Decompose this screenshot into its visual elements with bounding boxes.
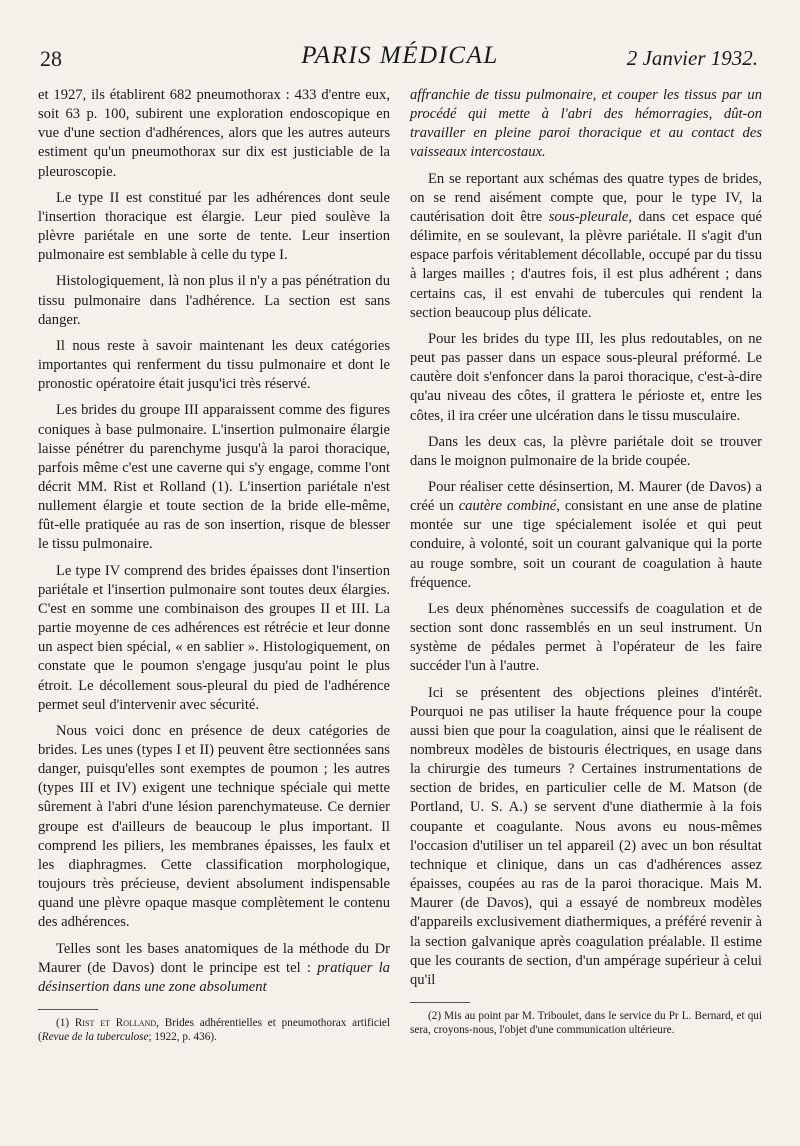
paragraph <box>410 170 762 323</box>
paragraph-text: Telles sont les bases anatomiques de la méthode du Dr Maurer (de Davos) dont le principe est tel : <box>38 940 390 976</box>
paragraph: Pour les brides du type III, les plus redoutables, on ne peut pas passer dans un espace sous-pleural préformé. Le cautère doit s'enfoncer dans la paroi thoracique, c'est-à-dire qu'au niveau des côtes, il grattera le périoste et, entre les côtes, il ira créer une ulcération dans le tissu musculaire. <box>410 330 762 424</box>
paragraph: Le type II est constitué par les adhérences dont seule l'insertion thoracique est élargie. Leur pied soulève la plèvre pariétale en une sorte de tente. Leur insertion pulmonaire est semblable à celle du type I. <box>38 189 390 264</box>
italic-text: affranchie de tissu pulmonaire, et couper les tissus par un procédé qui mette à l'abri des hémorragies, dût-on travailler en pleine paroi thoracique et au contact des vaisseaux intercostaux. <box>410 87 762 161</box>
right-column <box>410 86 762 1051</box>
paragraph-text: En se reportant aux schémas des quatre types de brides, on se rend aisément compte que, pour le type IV, la cautérisation doit être <box>410 170 762 225</box>
paragraph: et 1927, ils établirent 682 pneumothorax : 433 d'entre eux, soit 63 p. 100, subirent une exploration endoscopique en vue d'une section d'adhérences, alors que les autres auteurs estiment qu'un pneumothorax sur dix est justiciable de la pleuroscopie. <box>38 87 390 180</box>
italic-principle: pratiquer la désinsertion dans une zone absolument <box>38 959 390 995</box>
paragraph: Il nous reste à savoir maintenant les deux catégories importantes qui renferment du tissu pulmonaire et dont le pronostic opératoire était jusqu'ici très réservé. <box>38 337 390 393</box>
italic-term: cautère combiné <box>458 498 557 515</box>
paragraph: Les brides du groupe III apparaissent comme des figures coniques à base pulmonaire. L'insertion pulmonaire élargie laisse pénétrer du parenchyme jusqu'à la paroi thoracique, parfois même c'est une caverne qui s'y engage, comme l'ont décrit MM. Rist et Rolland (1). L'insertion pariétale n'est nullement élargie et toute section de la bride elle-même, fût-elle pratiquée au ras de son insertion, risque de blesser le tissu pulmonaire. <box>38 402 390 553</box>
footnote-2: (2) Mis au point par M. Triboulet, dans le service du Pr L. Bernard, et qui sera, croyons-nous, l'objet d'une communication ultérieure. <box>410 1010 762 1037</box>
footnote-rule <box>410 1002 470 1003</box>
paragraph: Dans les deux cas, la plèvre pariétale doit se trouver dans le moignon pulmonaire de la bride coupée. <box>410 433 762 469</box>
paragraph-text: Pour réaliser cette désinsertion, M. Maurer (de Davos) a créé un <box>410 478 762 515</box>
paragraph: Nous voici donc en présence de deux catégories de brides. Les unes (types I et II) peuvent être sectionnées sans danger, puisqu'elles sont exemptes de poumon ; les autres (types III et IV) exigent une technique spéciale qui mette sûrement à l'abri d'une lésion parenchymateuse. Ce dernier groupe est d'ailleurs de beaucoup le plus important. Il comprend les piliers, les membranes épaisses, les faulx et les diaphragmes. Cette classification morphologique, toujours très précieuse, devient absolument indispensable quand une plèvre opaque masque complètement le contenu des adhérences. <box>38 722 390 931</box>
footnote-marker: (1) <box>56 1017 70 1030</box>
italic-term: sous-pleurale <box>548 208 629 225</box>
page-header <box>38 38 762 78</box>
paragraph: Ici se présentent des objections pleines d'intérêt. Pourquoi ne pas utiliser la haute fréquence pour la coupe aussi bien que pour la coagulation, ainsi que le réalisent de nombreux modèles de bistouris électriques, en usage dans la chirurgie des tumeurs ? Certaines instrumentations de section de brides, en particulier celle de M. Matson (de Portland, U. S. A.) se servent d'une diathermie à la fois coupante et coagulante. Nous avons eu nous-mêmes l'occasion d'utiliser un tel appareil (2) avec un bon résultat technique et clinique, dans un cas d'adhérences assez épaisses, coupées au ras de la paroi thoracique. Mais M. Maurer (de Davos), qui a essayé de nombreux modèles d'appareils exclusivement diathermiques, a préféré revenir à la section galvanique après coagulation préalable. Il estime que les courants de section, d'un ampérage supérieur à celui qu'il <box>410 684 762 988</box>
paragraph-text: , consistant en une anse de platine montée sur une tige spécialement isolée et qui peut conduire, à volonté, soit un courant galvanique qui la porte au rouge sombre, soit un courant de coagulation à haute fréquence. <box>410 498 762 591</box>
paragraph <box>38 940 390 997</box>
paragraph-text: , dans cet espace qué délimite, en se soulevant, la plèvre pariétale. Il s'agit d'un espace parfois véritablement décollable, occupé par du tissu à larges mailles ; d'autres fois, il est plus adhérent ; dans certains cas, il est envahi de tubercules qui rendent la section beaucoup plus délicate. <box>410 208 762 321</box>
footnote-text: Brides adhérentielles et pneumothorax artificiel ( <box>38 1017 391 1044</box>
issue-date: 2 Janvier 1932. <box>626 46 758 70</box>
paragraph: Le type IV comprend des brides épaisses dont l'insertion pariétale et l'insertion pulmonaire sont toutes deux élargies. C'est en somme une combinaison des groupes II et III. La partie moyenne de ces adhérences est rétrécie et leur donne un aspect bien spécial, « en sablier ». Histologiquement, on constate que le poumon s'engage jusqu'au point le plus étroit. Le décollement sous-pleural du pied de l'adhérence permet seul d'intervenir avec sécurité. <box>38 562 390 713</box>
paragraph: Les deux phénomènes successifs de coagulation et de section sont donc rassemblés en un seul instrument. Un système de pédales permet à l'opérateur de les faire succéder l'un à l'autre. <box>410 600 762 675</box>
footnote-1 <box>38 1016 390 1044</box>
footnote-journal: Revue de la tuberculose <box>41 1031 149 1044</box>
journal-title: PARIS MÉDICAL <box>301 42 499 69</box>
paragraph <box>410 478 762 593</box>
footnote-rule <box>38 1009 98 1010</box>
two-column-body <box>38 86 762 1051</box>
paragraph: Histologiquement, là non plus il n'y a pas pénétration du tissu pulmonaire dans l'adhérence. La section est sans danger. <box>38 273 390 328</box>
page-number: 28 <box>40 46 62 71</box>
italic-continuation <box>410 86 762 163</box>
footnote-authors: Rist et Rolland, <box>74 1017 159 1030</box>
left-column <box>38 86 390 1051</box>
footnote-tail: ; 1922, p. 436). <box>148 1031 217 1044</box>
